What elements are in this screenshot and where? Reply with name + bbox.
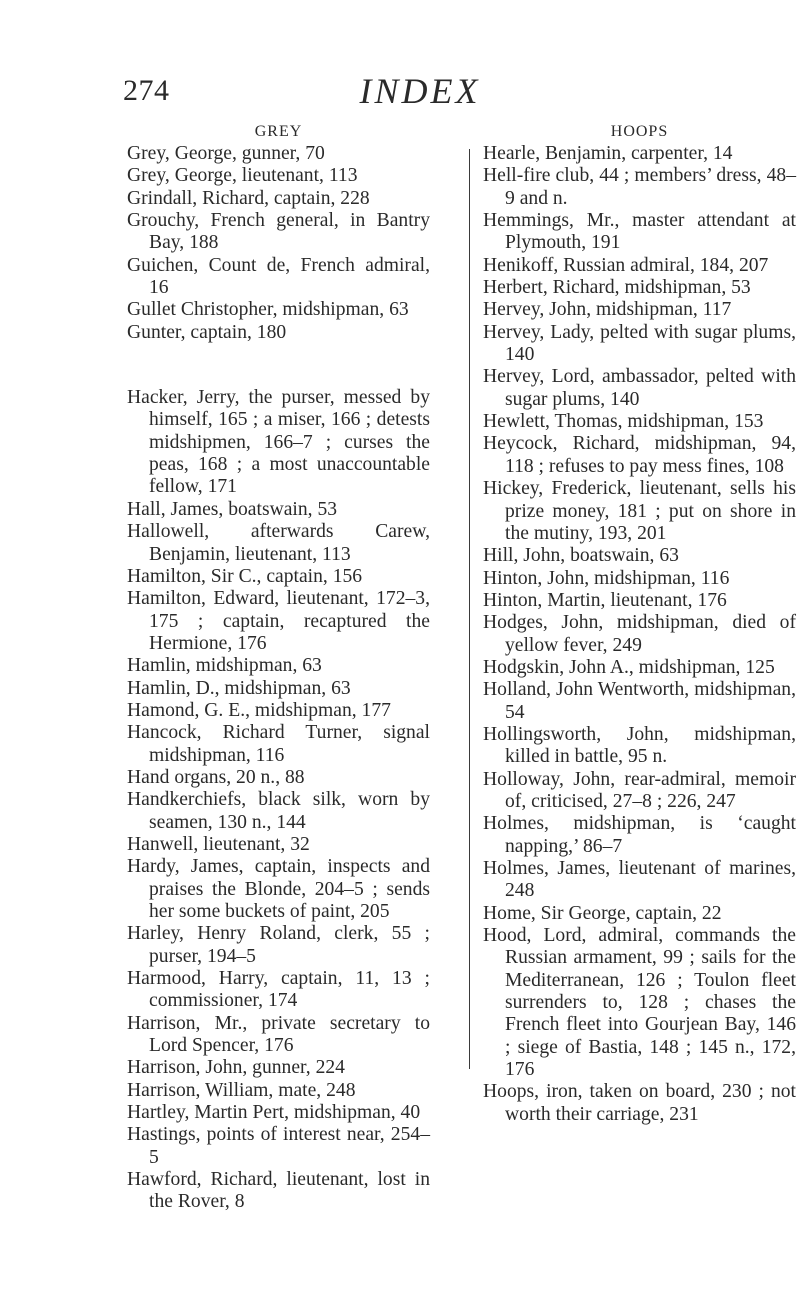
- index-entry: Holmes, James, lieutenant of marines, 248: [483, 858, 796, 902]
- index-entry: Henikoff, Russian admiral, 184, 207: [483, 254, 769, 276]
- running-head: INDEX: [359, 71, 481, 111]
- index-entry: Hartley, Martin Pert, midshipman, 40: [127, 1102, 421, 1124]
- index-entry: Hacker, Jerry, the purser, messed by himself, 165 ; a miser, 166 ; detests midshipmen, 166–7 ; curses the peas, 168 ; a most unaccountable fellow, 171: [127, 387, 430, 498]
- right-guideword: HOOPS: [610, 123, 669, 140]
- index-entry: Holloway, John, rear-admiral, memoir of, criticised, 27–8 ; 226, 247: [483, 768, 796, 812]
- index-entry: Harrison, Mr., private secretary to Lord Spencer, 176: [127, 1012, 430, 1057]
- index-entry: Hell-fire club, 44 ; members’ dress, 48–9 and n.: [483, 165, 796, 209]
- letter-section-gap: [127, 344, 430, 387]
- index-entry: Hill, John, boatswain, 63: [483, 545, 679, 567]
- index-entry: Hardy, James, captain, inspects and praises the Blonde, 204–5 ; sends her some buckets of paint, 205: [127, 856, 430, 922]
- index-entry: Grouchy, French general, in Bantry Bay, 188: [127, 210, 430, 254]
- index-entry: Hancock, Richard Turner, signal midshipman, 116: [127, 722, 430, 766]
- index-entry: Hervey, John, midshipman, 117: [483, 299, 732, 321]
- index-entry: Hamlin, midshipman, 63: [127, 655, 322, 677]
- left-entries-block-2: [127, 387, 430, 1214]
- index-entry: Grey, George, gunner, 70: [127, 143, 325, 164]
- index-entry: Hamond, G. E., midshipman, 177: [127, 699, 391, 721]
- index-entry: Harrison, John, gunner, 224: [127, 1057, 345, 1079]
- index-entry: Hamilton, Edward, lieutenant, 172–3, 175 ; captain, recaptured the Hermione, 176: [127, 588, 430, 654]
- index-entry: Herbert, Richard, midshipman, 53: [483, 277, 751, 299]
- index-entry: Hickey, Frederick, lieutenant, sells his prize money, 181 ; put on shore in the mutiny, 193, 201: [483, 478, 796, 544]
- index-entry: Grindall, Richard, captain, 228: [127, 187, 370, 209]
- right-column: [483, 121, 796, 1126]
- index-entry: Hodges, John, midshipman, died of yellow fever, 249: [483, 612, 796, 656]
- index-entry: Hamlin, D., midshipman, 63: [127, 677, 351, 699]
- index-entry: Hall, James, boatswain, 53: [127, 498, 338, 520]
- index-entry: Gullet Christopher, midshipman, 63: [127, 299, 409, 321]
- index-entry: Hewlett, Thomas, midshipman, 153: [483, 411, 764, 433]
- left-column: [127, 121, 430, 1214]
- index-entry: Hervey, Lord, ambassador, pelted with sugar plums, 140: [483, 366, 796, 410]
- index-entry: Hallowell, afterwards Carew, Benjamin, lieutenant, 113: [127, 521, 430, 565]
- index-entry: Handkerchiefs, black silk, worn by seamen, 130 n., 144: [127, 789, 430, 833]
- index-entry: Holland, John Wentworth, midshipman, 54: [483, 679, 796, 723]
- index-entry: Guichen, Count de, French admiral, 16: [127, 254, 430, 299]
- index-entry: Hood, Lord, admiral, commands the Russian armament, 99 ; sails for the Mediterranean, 126 ; Toulon fleet surrenders to, 128 ; chases the French fleet into Gourjean Bay, 146 ; siege of Bastia, 148 ; 145 n., 172, 176: [483, 925, 796, 1081]
- index-entry: Hand organs, 20 n., 88: [127, 766, 305, 788]
- index-entry: Hervey, Lady, pelted with sugar plums, 140: [483, 321, 796, 366]
- left-guideword: GREY: [254, 123, 303, 140]
- index-entry: Heycock, Richard, midshipman, 94, 118 ; refuses to pay mess fines, 108: [483, 433, 796, 477]
- index-entry: Harrison, William, mate, 248: [127, 1079, 356, 1101]
- index-entry: Harley, Henry Roland, clerk, 55 ; purser, 194–5: [127, 923, 430, 967]
- index-entry: Hemmings, Mr., master attendant at Plymouth, 191: [483, 210, 796, 254]
- index-entry: Hodgskin, John A., midshipman, 125: [483, 656, 775, 678]
- index-entry: Gunter, captain, 180: [127, 321, 287, 343]
- index-entry: Grey, George, lieutenant, 113: [127, 165, 358, 187]
- index-entry: Hinton, John, midshipman, 116: [483, 567, 730, 589]
- index-entry: Home, Sir George, captain, 22: [483, 902, 722, 924]
- index-entry: Hinton, Martin, lieutenant, 176: [483, 589, 727, 611]
- index-entry: Hanwell, lieutenant, 32: [127, 833, 310, 855]
- right-entries: [483, 143, 796, 1126]
- left-entries-block-1: [127, 143, 430, 344]
- index-entry: Hawford, Richard, lieutenant, lost in the Rover, 8: [127, 1169, 430, 1213]
- index-entry: Hoops, iron, taken on board, 230 ; not worth their carriage, 231: [483, 1081, 796, 1125]
- index-entry: Hearle, Benjamin, carpenter, 14: [483, 143, 733, 164]
- index-entry: Holmes, midshipman, is ‘caught napping,’ 86–7: [483, 813, 796, 857]
- index-entry: Hamilton, Sir C., captain, 156: [127, 565, 363, 587]
- page-number: 274: [123, 74, 170, 107]
- index-entry: Hastings, points of interest near, 254–5: [127, 1124, 430, 1168]
- index-entry: Harmood, Harry, captain, 11, 13 ; commissioner, 174: [127, 968, 430, 1012]
- column-divider: [469, 149, 470, 1069]
- index-entry: Hollingsworth, John, midshipman, killed in battle, 95 n.: [483, 723, 796, 768]
